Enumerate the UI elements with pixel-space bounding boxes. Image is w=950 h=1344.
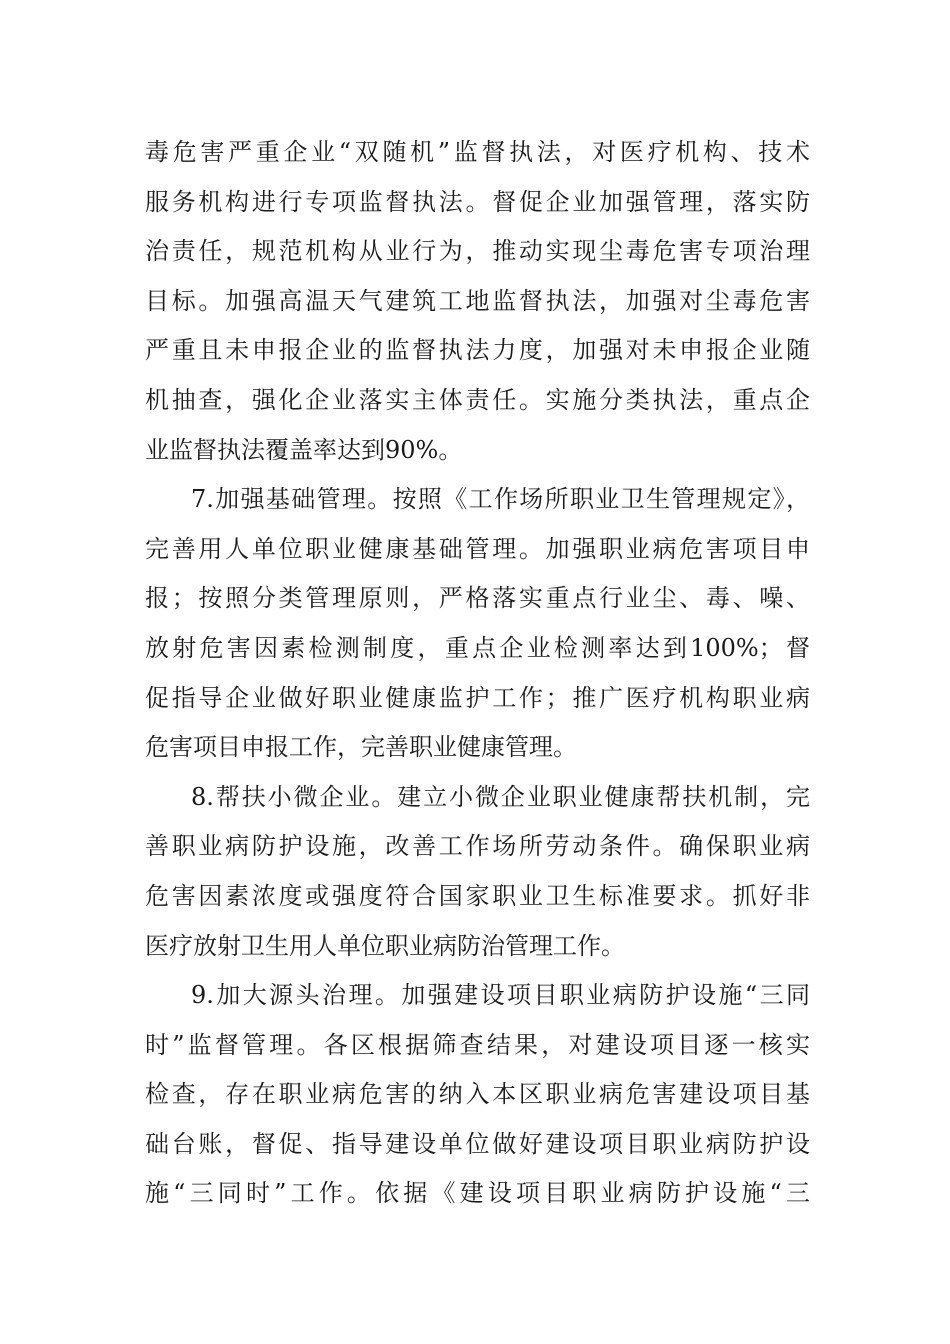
text-line: 报；按照分类管理原则，严格落实重点行业尘、毒、噪、 [145,584,810,613]
text-line: 危害因素浓度或强度符合国家职业卫生标准要求。抓好非 [145,881,810,910]
document-body [145,128,810,1219]
paragraph-3 [145,773,810,971]
text-line: 完善用人单位职业健康基础管理。加强职业病危害项目申 [145,534,810,563]
text-line: 施“三同时”工作。依据《建设项目职业病防护设施“三 [145,1179,810,1208]
text-line: 危害项目申报工作，完善职业健康管理。 [145,733,577,762]
text-line: 服务机构进行专项监督执法。督促企业加强管理，落实防 [145,187,810,216]
text-line: 促指导企业做好职业健康监护工作；推广医疗机构职业病 [145,683,810,712]
text-line: 治责任，规范机构从业行为，推动实现尘毒危害专项治理 [145,237,810,266]
paragraph-2 [145,475,810,773]
text-line: 善职业病防护设施，改善工作场所劳动条件。确保职业病 [145,832,810,861]
text-line: 医疗放射卫生用人单位职业病防治管理工作。 [145,931,625,960]
text-line: 时”监督管理。各区根据筛查结果，对建设项目逐一核实 [145,1030,810,1059]
text-line: 毒危害严重企业“双随机”监督执法，对医疗机构、技术 [145,138,810,166]
text-line: 7.加强基础管理。按照《工作场所职业卫生管理规定》， [191,485,810,514]
text-line: 8.帮扶小微企业。建立小微企业职业健康帮扶机制，完 [191,782,810,811]
text-line: 目标。加强高温天气建筑工地监督执法，加强对尘毒危害 [145,286,810,315]
text-line: 严重且未申报企业的监督执法力度，加强对未申报企业随 [145,336,810,365]
text-line: 9.加大源头治理。加强建设项目职业病防护设施“三同 [191,981,810,1010]
text-line: 机抽查，强化企业落实主体责任。实施分类执法，重点企 [145,385,810,414]
text-line: 检查，存在职业病危害的纳入本区职业病危害建设项目基 [145,1080,810,1109]
text-line: 础台账，督促、指导建设单位做好建设项目职业病防护设 [145,1129,810,1158]
text-line: 放射危害因素检测制度，重点企业检测率达到100%；督 [145,633,810,662]
text-line: 业监督执法覆盖率达到90%。 [145,435,463,464]
paragraph-1 [145,128,810,475]
paragraph-4 [145,971,810,1219]
